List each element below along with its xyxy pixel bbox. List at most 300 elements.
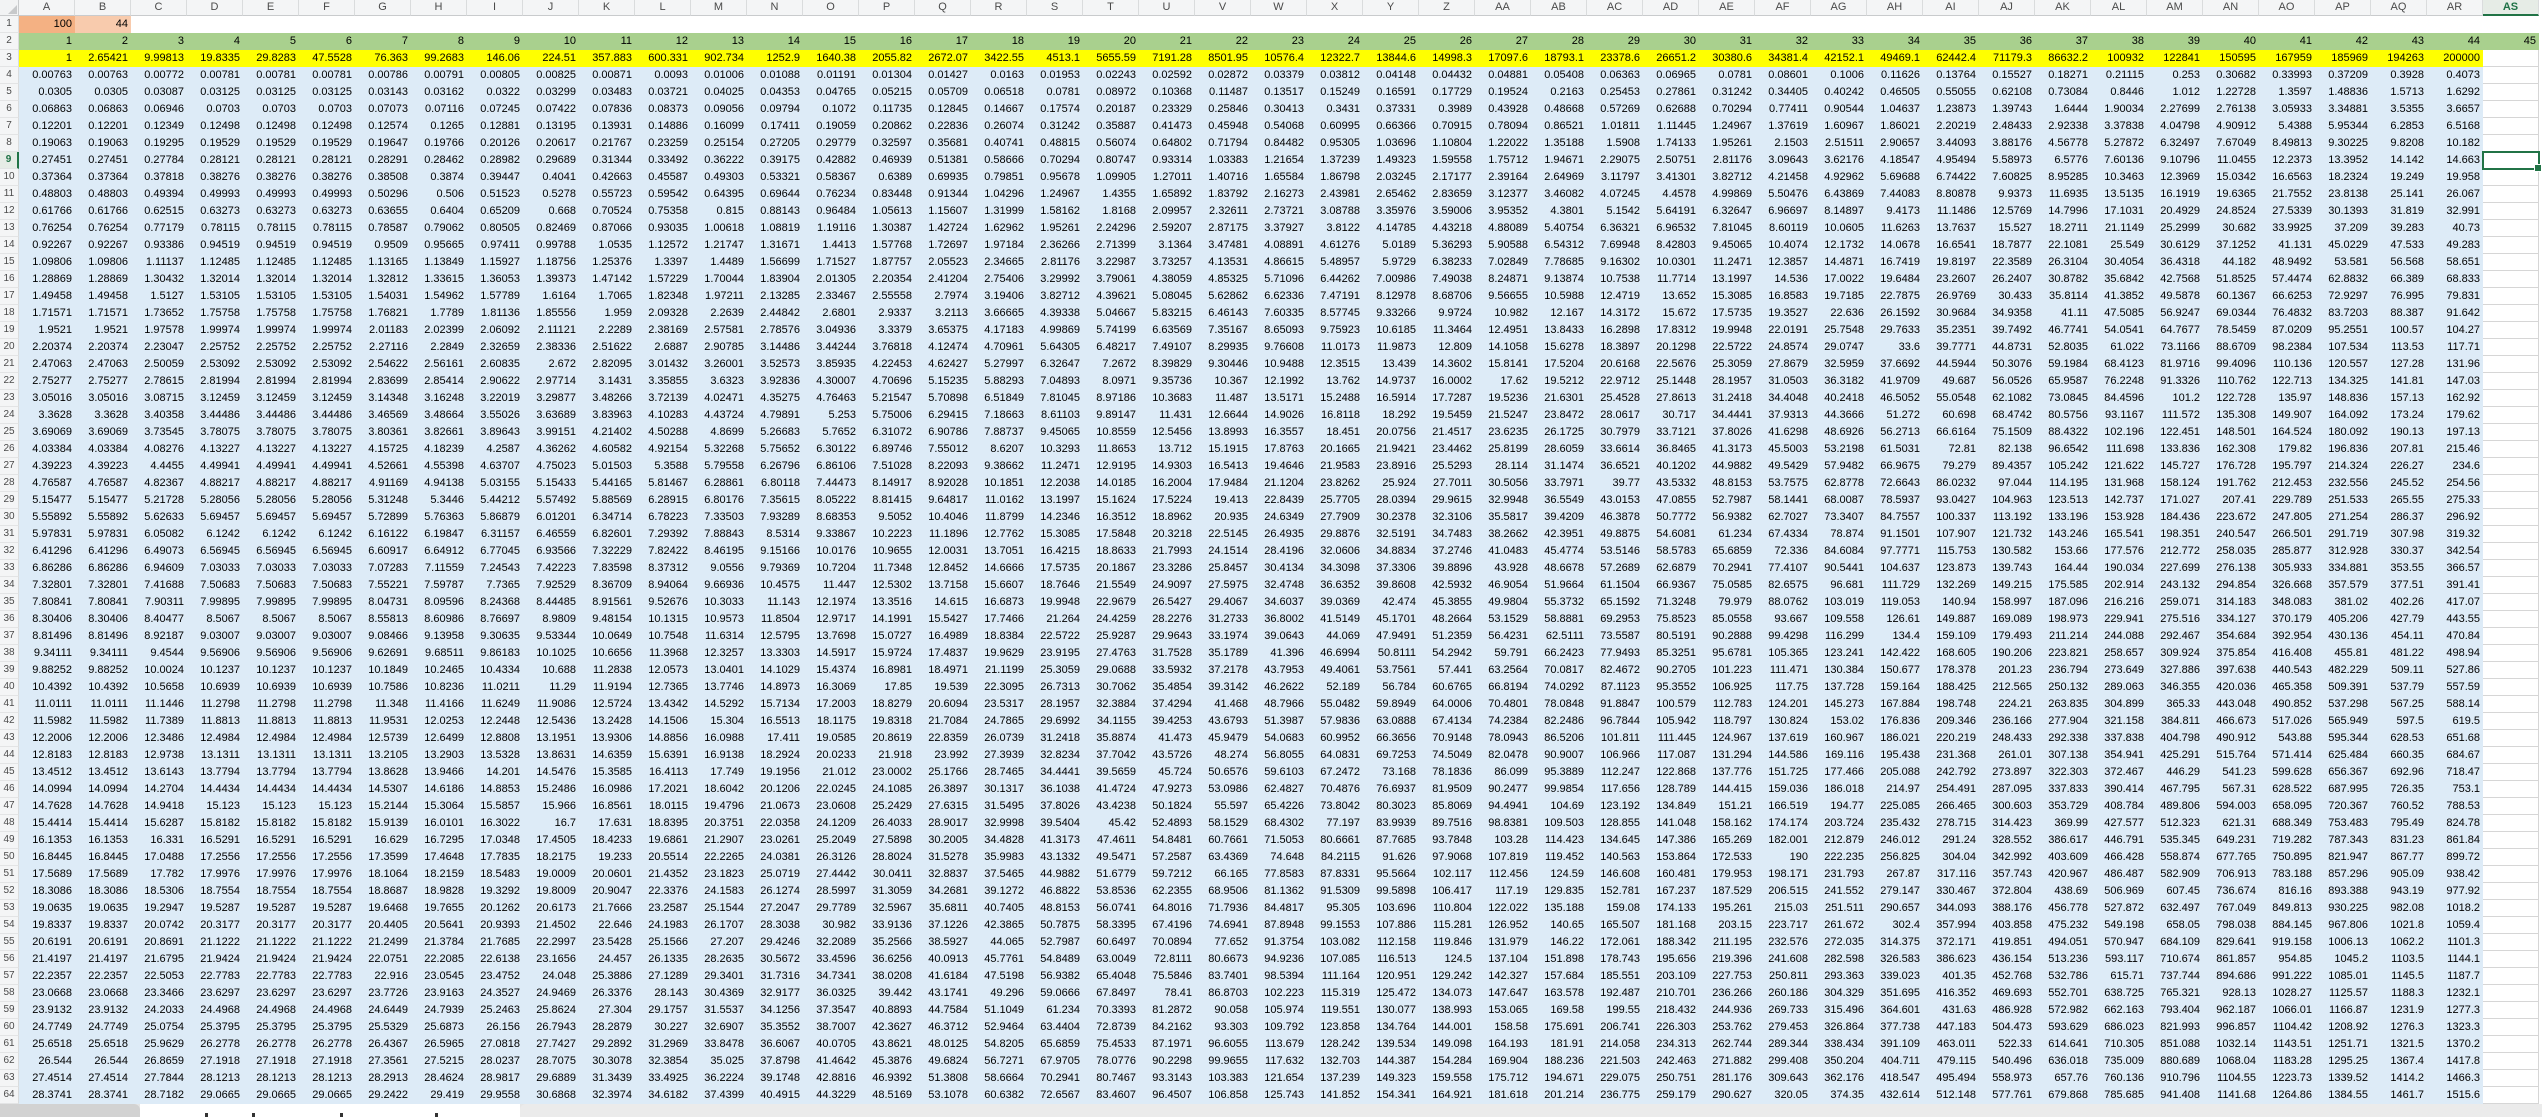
cell[interactable]: 19.5212 — [1531, 373, 1587, 390]
cell[interactable]: 1323.3 — [2427, 1019, 2483, 1036]
cell[interactable]: 9.48154 — [579, 611, 635, 628]
cell[interactable]: 124.59 — [1531, 866, 1587, 883]
cell[interactable]: 36.8002 — [1251, 611, 1307, 628]
cell[interactable]: 5.75006 — [859, 407, 915, 424]
cell[interactable]: 1.03383 — [1195, 152, 1251, 169]
row-header-23[interactable]: 23 — [0, 390, 19, 407]
cell[interactable]: 39.7771 — [1923, 339, 1979, 356]
cell[interactable]: 1.959 — [579, 305, 635, 322]
cell[interactable]: 9.45065 — [1699, 237, 1755, 254]
cell[interactable]: 68.9506 — [1195, 883, 1251, 900]
cell[interactable]: 7.7365 — [467, 577, 523, 594]
cell[interactable]: 20.1206 — [747, 781, 803, 798]
cell[interactable]: 212.772 — [2147, 543, 2203, 560]
cell[interactable]: 28.4196 — [1251, 543, 1307, 560]
cell[interactable]: 304.04 — [1923, 849, 1979, 866]
cell[interactable]: 48.0125 — [915, 1036, 971, 1053]
cell[interactable]: 899.72 — [2427, 849, 2483, 866]
cell[interactable]: 1.3397 — [635, 254, 691, 271]
cell[interactable]: 107.819 — [1475, 849, 1531, 866]
cell[interactable]: 16.8118 — [1307, 407, 1363, 424]
cell[interactable]: 187.096 — [2035, 594, 2091, 611]
cell[interactable]: 3.22987 — [1083, 254, 1139, 271]
cell[interactable]: 28.1213 — [299, 1070, 355, 1087]
cell[interactable]: 0.0163 — [971, 67, 1027, 84]
cell[interactable]: 490.912 — [2203, 730, 2259, 747]
cell[interactable]: 2.2849 — [411, 339, 467, 356]
cell[interactable]: 20.1262 — [467, 900, 523, 917]
cell[interactable]: 1125.57 — [2315, 985, 2371, 1002]
cell[interactable]: 1223.73 — [2259, 1070, 2315, 1087]
cell[interactable]: 32.5959 — [1811, 356, 1867, 373]
cell[interactable]: 7.18663 — [971, 407, 1027, 424]
cell[interactable]: 59.7212 — [1139, 866, 1195, 883]
cell[interactable]: 4.91169 — [355, 475, 411, 492]
cell[interactable]: 45.5003 — [1755, 441, 1811, 458]
cell[interactable]: 11.1486 — [1923, 203, 1979, 220]
cell[interactable]: 8.40477 — [131, 611, 187, 628]
cell[interactable]: 9.38662 — [971, 458, 1027, 475]
cell[interactable]: 4.88217 — [243, 475, 299, 492]
cell[interactable]: 7.11559 — [411, 560, 467, 577]
cell[interactable]: 1.6164 — [523, 288, 579, 305]
cell[interactable]: 28.1957 — [1027, 696, 1083, 713]
cell[interactable]: 88.387 — [2371, 305, 2427, 322]
cell[interactable]: 19.958 — [2427, 169, 2483, 186]
cell[interactable]: 607.45 — [2147, 883, 2203, 900]
cell[interactable]: 112.783 — [1699, 696, 1755, 713]
cell[interactable]: 1.012 — [2147, 84, 2203, 101]
cell[interactable]: 0.15527 — [1979, 67, 2035, 84]
cell[interactable]: 123.513 — [2035, 492, 2091, 509]
column-header-A[interactable]: A — [19, 0, 75, 16]
cell[interactable]: 6.54312 — [1531, 237, 1587, 254]
cell[interactable]: 32.3854 — [635, 1053, 691, 1070]
cell[interactable]: 6.74422 — [1923, 169, 1979, 186]
cell[interactable]: 16.5291 — [187, 832, 243, 849]
cell[interactable]: 9.08466 — [355, 628, 411, 645]
cell[interactable]: 15.9724 — [859, 645, 915, 662]
cell[interactable]: 49.8875 — [1587, 526, 1643, 543]
cell[interactable]: 0.70524 — [579, 203, 635, 220]
cell[interactable]: 29.9643 — [1139, 628, 1195, 645]
cell[interactable]: 1251.71 — [2315, 1036, 2371, 1053]
cell[interactable]: 12.2038 — [1027, 475, 1083, 492]
cell[interactable]: 122.868 — [1643, 764, 1699, 781]
cell[interactable]: 5.0189 — [1363, 237, 1419, 254]
cell[interactable]: 229.941 — [2091, 611, 2147, 628]
cell[interactable]: 0.33492 — [635, 152, 691, 169]
cell[interactable]: 0.70915 — [1419, 118, 1475, 135]
cell[interactable]: 692.96 — [2371, 764, 2427, 781]
cell[interactable]: 0.04765 — [803, 84, 859, 101]
cell[interactable]: 41.4642 — [803, 1053, 859, 1070]
cell[interactable]: 1.39743 — [1979, 101, 2035, 118]
cell[interactable]: 0.06518 — [971, 84, 1027, 101]
row-header-60[interactable]: 60 — [0, 1019, 19, 1036]
cell[interactable]: 19.5287 — [243, 900, 299, 917]
cell[interactable]: 5.64191 — [1643, 203, 1699, 220]
cell[interactable]: 2.23047 — [131, 339, 187, 356]
cell[interactable]: 0.12498 — [243, 118, 299, 135]
cell[interactable]: 12 — [635, 33, 691, 50]
cell[interactable]: 1.22022 — [1475, 135, 1531, 152]
cell[interactable]: 134.073 — [1419, 985, 1475, 1002]
cell[interactable] — [1867, 16, 1923, 33]
cell[interactable]: 24 — [1307, 33, 1363, 50]
cell[interactable]: 982.08 — [2371, 900, 2427, 917]
cell[interactable]: 103.383 — [1195, 1070, 1251, 1087]
cell[interactable]: 91.626 — [1363, 849, 1419, 866]
cell[interactable]: 39.1748 — [747, 1070, 803, 1087]
cell[interactable]: 31.2733 — [1195, 611, 1251, 628]
cell[interactable]: 397.638 — [2203, 662, 2259, 679]
cell[interactable]: 22.3095 — [971, 679, 1027, 696]
cell[interactable]: 39.3142 — [1195, 679, 1251, 696]
column-header-AS[interactable]: AS — [2483, 0, 2539, 16]
cell[interactable]: 243.132 — [2147, 577, 2203, 594]
cell[interactable]: 127.28 — [2371, 356, 2427, 373]
cell[interactable]: 100.57 — [2371, 322, 2427, 339]
cell[interactable]: 0.93035 — [635, 220, 691, 237]
cell[interactable]: 5.97831 — [19, 526, 75, 543]
cell[interactable]: 37.7042 — [1083, 747, 1139, 764]
cell[interactable]: 269.733 — [1755, 1002, 1811, 1019]
cell[interactable]: 11.9873 — [1363, 339, 1419, 356]
column-header-B[interactable]: B — [75, 0, 131, 16]
cell[interactable]: 8.24871 — [1475, 271, 1531, 288]
cell[interactable]: 9.4544 — [131, 645, 187, 662]
cell[interactable]: 30.2378 — [1363, 509, 1419, 526]
cell[interactable]: 6.60917 — [355, 543, 411, 560]
row-header-32[interactable]: 32 — [0, 543, 19, 560]
cell[interactable]: 60.6382 — [971, 1087, 1027, 1104]
cell[interactable]: 4.94138 — [411, 475, 467, 492]
cell[interactable]: 5.03155 — [467, 475, 523, 492]
cell[interactable]: 14.536 — [1755, 271, 1811, 288]
cell[interactable]: 0.38276 — [187, 169, 243, 186]
cell[interactable]: 0.6389 — [859, 169, 915, 186]
cell[interactable]: 1.81136 — [467, 305, 523, 322]
cell[interactable]: 2.27116 — [355, 339, 411, 356]
cell[interactable]: 0.06965 — [1643, 67, 1699, 84]
cell[interactable]: 22.2265 — [691, 849, 747, 866]
cell[interactable]: 107.907 — [1923, 526, 1979, 543]
cell[interactable]: 75.5846 — [1139, 968, 1195, 985]
cell[interactable]: 80.6673 — [1195, 951, 1251, 968]
cell[interactable]: 1.73652 — [131, 305, 187, 322]
cell[interactable]: 169.904 — [1475, 1053, 1531, 1070]
cell[interactable]: 292.338 — [2035, 730, 2091, 747]
cell[interactable]: 2.53092 — [243, 356, 299, 373]
cell[interactable]: 2.03245 — [1363, 169, 1419, 186]
cell[interactable]: 7.49107 — [1139, 339, 1195, 356]
cell[interactable]: 1640.38 — [803, 50, 859, 67]
cell[interactable]: 12.2006 — [19, 730, 75, 747]
cell[interactable]: 114.195 — [2035, 475, 2091, 492]
cell[interactable]: 0.46939 — [859, 152, 915, 169]
cell[interactable]: 18.4971 — [915, 662, 971, 679]
cell[interactable]: 57.9836 — [1307, 713, 1363, 730]
cell[interactable]: 87.7685 — [1363, 832, 1419, 849]
cell[interactable]: 41.396 — [1251, 645, 1307, 662]
cell[interactable]: 2.81176 — [1027, 254, 1083, 271]
cell[interactable]: 88.0762 — [1755, 594, 1811, 611]
cell[interactable]: 4.21402 — [579, 424, 635, 441]
cell[interactable]: 4.39223 — [19, 458, 75, 475]
cell[interactable]: 12.9195 — [1083, 458, 1139, 475]
cell[interactable]: 2.65462 — [1363, 186, 1419, 203]
cell[interactable]: 242.463 — [1643, 1053, 1699, 1070]
cell[interactable]: 72.336 — [1755, 543, 1811, 560]
column-header-AH[interactable]: AH — [1867, 0, 1923, 16]
cell[interactable]: 2.7974 — [915, 288, 971, 305]
cell[interactable]: 78.0848 — [1531, 696, 1587, 713]
cell[interactable]: 5.69457 — [243, 509, 299, 526]
cell[interactable]: 0.2163 — [1531, 84, 1587, 101]
cell[interactable]: 436.154 — [1979, 951, 2035, 968]
cell[interactable]: 80.5756 — [2035, 407, 2091, 424]
cell[interactable]: 115.319 — [1307, 985, 1363, 1002]
cell[interactable] — [355, 16, 411, 33]
column-header-U[interactable]: U — [1139, 0, 1195, 16]
cell[interactable]: 81.2872 — [1139, 1002, 1195, 1019]
cell[interactable]: 18.292 — [1363, 407, 1419, 424]
cell[interactable]: 205.088 — [1867, 764, 1923, 781]
cell[interactable]: 137.104 — [1475, 951, 1531, 968]
cell[interactable]: 16.5513 — [747, 713, 803, 730]
cell[interactable]: 42.7568 — [2147, 271, 2203, 288]
cell[interactable]: 418.547 — [1867, 1070, 1923, 1087]
cell[interactable]: 11.3968 — [635, 645, 691, 662]
cell[interactable]: 90.2477 — [1475, 781, 1531, 798]
cell[interactable]: 16.4113 — [635, 764, 691, 781]
cell[interactable]: 2.82095 — [579, 356, 635, 373]
cell[interactable]: 30.6868 — [523, 1087, 579, 1104]
cell[interactable]: 1.39373 — [523, 271, 579, 288]
cell[interactable]: 90.058 — [1195, 1002, 1251, 1019]
cell[interactable]: 19.5236 — [1475, 390, 1531, 407]
cell[interactable]: 30.4134 — [1251, 560, 1307, 577]
cell[interactable]: 19.8318 — [859, 713, 915, 730]
cell[interactable]: 8.57745 — [1307, 305, 1363, 322]
cell[interactable]: 106.858 — [1195, 1087, 1251, 1104]
cell[interactable]: 147.647 — [1475, 985, 1531, 1002]
cell[interactable]: 224.21 — [1979, 696, 2035, 713]
cell[interactable]: 0.22836 — [915, 118, 971, 135]
cell[interactable]: 3.89643 — [467, 424, 523, 441]
cell[interactable]: 48.6926 — [1811, 424, 1867, 441]
cell[interactable]: 150.677 — [1867, 662, 1923, 679]
cell[interactable]: 13.5171 — [1251, 390, 1307, 407]
cell[interactable]: 3.22019 — [467, 390, 523, 407]
cell[interactable]: 677.765 — [2203, 849, 2259, 866]
cell[interactable]: 1232.1 — [2427, 985, 2483, 1002]
cell[interactable]: 2.9337 — [859, 305, 915, 322]
cell[interactable]: 146.608 — [1587, 866, 1643, 883]
cell[interactable]: 0.94519 — [243, 237, 299, 254]
cell[interactable]: 5.253 — [803, 407, 859, 424]
cell[interactable]: 2.83699 — [355, 373, 411, 390]
cell[interactable]: 32.991 — [2427, 203, 2483, 220]
cell[interactable]: 40.4915 — [747, 1087, 803, 1104]
cell[interactable]: 10.0024 — [131, 662, 187, 679]
cell[interactable]: 509.391 — [2315, 679, 2371, 696]
cell[interactable]: 14.6359 — [579, 747, 635, 764]
cell[interactable]: 0.31344 — [579, 152, 635, 169]
cell[interactable]: 17.2556 — [187, 849, 243, 866]
cell[interactable]: 0.12498 — [187, 118, 243, 135]
cell[interactable]: 259.071 — [2147, 594, 2203, 611]
cell[interactable]: 3.12377 — [1475, 186, 1531, 203]
cell[interactable]: 4.43724 — [691, 407, 747, 424]
cell[interactable]: 23.1656 — [523, 951, 579, 968]
cell[interactable]: 3.34881 — [2315, 101, 2371, 118]
cell[interactable]: 2.59207 — [1139, 220, 1195, 237]
cell[interactable]: 6.62336 — [1251, 288, 1307, 305]
cell[interactable]: 5.26683 — [747, 424, 803, 441]
cell[interactable]: 35.2351 — [1923, 322, 1979, 339]
cell[interactable]: 15.1624 — [1083, 492, 1139, 509]
cell[interactable]: 13.7746 — [691, 679, 747, 696]
cell[interactable]: 179.82 — [2259, 441, 2315, 458]
cell[interactable]: 6.16122 — [355, 526, 411, 543]
column-header-AQ[interactable]: AQ — [2371, 0, 2427, 16]
row-header-40[interactable]: 40 — [0, 679, 19, 696]
cell[interactable]: 4.02471 — [691, 390, 747, 407]
cell[interactable]: 48.9492 — [2259, 254, 2315, 271]
cell[interactable]: 27.7427 — [523, 1036, 579, 1053]
cell[interactable]: 77.652 — [1195, 934, 1251, 951]
cell[interactable]: 0.59542 — [635, 186, 691, 203]
cell[interactable]: 78.0943 — [1475, 730, 1531, 747]
cell[interactable]: 211.214 — [2035, 628, 2091, 645]
cell[interactable]: 0.03721 — [635, 84, 691, 101]
cell[interactable]: 4.38059 — [1139, 271, 1195, 288]
cell[interactable]: 8.92187 — [131, 628, 187, 645]
cell[interactable]: 2.20374 — [75, 339, 131, 356]
cell[interactable]: 9.33867 — [803, 526, 859, 543]
cell[interactable]: 760.136 — [2091, 1070, 2147, 1087]
cell[interactable]: 26.3376 — [579, 985, 635, 1002]
cell[interactable]: 2.90622 — [467, 373, 523, 390]
cell[interactable]: 2.81994 — [299, 373, 355, 390]
cell[interactable]: 490.852 — [2259, 696, 2315, 713]
cell[interactable]: 30.8782 — [2035, 271, 2091, 288]
cell[interactable]: 65.4226 — [1251, 798, 1307, 815]
cell[interactable]: 17.7835 — [467, 849, 523, 866]
cell[interactable]: 29 — [1587, 33, 1643, 50]
cell[interactable]: 0.11626 — [1867, 67, 1923, 84]
cell[interactable]: 64.0006 — [1419, 696, 1475, 713]
cell[interactable]: 26.156 — [467, 1019, 523, 1036]
cell[interactable]: 14.4871 — [1811, 254, 1867, 271]
cell[interactable]: 4.39338 — [1027, 305, 1083, 322]
column-header-AD[interactable]: AD — [1643, 0, 1699, 16]
cell[interactable]: 10.1025 — [523, 645, 579, 662]
cell[interactable]: 33.4596 — [803, 951, 859, 968]
cell[interactable]: 190.206 — [1979, 645, 2035, 662]
cell[interactable]: 10.3033 — [691, 594, 747, 611]
cell[interactable]: 3.37927 — [1251, 220, 1307, 237]
cell[interactable]: 13.8628 — [355, 764, 411, 781]
cell[interactable]: 71.7936 — [1195, 900, 1251, 917]
cell[interactable]: 1.97578 — [131, 322, 187, 339]
cell[interactable]: 5.74199 — [1083, 322, 1139, 339]
cell[interactable]: 1.54031 — [355, 288, 411, 305]
cell[interactable]: 1.27011 — [1139, 169, 1195, 186]
cell[interactable]: 24.3527 — [467, 985, 523, 1002]
cell[interactable]: 194.77 — [1811, 798, 1867, 815]
cell[interactable]: 0.50296 — [355, 186, 411, 203]
cell[interactable]: 27.4442 — [803, 866, 859, 883]
cell[interactable]: 149.907 — [2259, 407, 2315, 424]
cell[interactable]: 54.0541 — [2091, 322, 2147, 339]
cell[interactable]: 1.4355 — [1083, 186, 1139, 203]
cell[interactable]: 13.0401 — [691, 662, 747, 679]
cell[interactable]: 3.69069 — [75, 424, 131, 441]
cell[interactable]: 346.355 — [2147, 679, 2203, 696]
row-header-21[interactable]: 21 — [0, 356, 19, 373]
cell[interactable]: 214.97 — [1867, 781, 1923, 798]
cell[interactable]: 100932 — [2091, 50, 2147, 67]
cell[interactable]: 57.9482 — [1811, 458, 1867, 475]
cell[interactable]: 25.924 — [1363, 475, 1419, 492]
cell[interactable]: 81.9509 — [1419, 781, 1475, 798]
cell[interactable]: 3.14348 — [355, 390, 411, 407]
cell[interactable]: 254.56 — [2427, 475, 2483, 492]
row-header-39[interactable]: 39 — [0, 662, 19, 679]
cell[interactable]: 37.2178 — [1195, 662, 1251, 679]
cell[interactable]: 27.4514 — [75, 1070, 131, 1087]
cell[interactable]: 104.27 — [2427, 322, 2483, 339]
cell[interactable]: 8.04731 — [355, 594, 411, 611]
cell[interactable]: 3.26001 — [691, 356, 747, 373]
cell[interactable]: 198.171 — [1755, 866, 1811, 883]
cell[interactable]: 25.2429 — [859, 798, 915, 815]
cell[interactable]: 25.3795 — [299, 1019, 355, 1036]
cell[interactable]: 0.28121 — [299, 152, 355, 169]
cell[interactable]: 35.9983 — [971, 849, 1027, 866]
cell[interactable]: 65.6859 — [1027, 1036, 1083, 1053]
cell[interactable]: 571.414 — [2259, 747, 2315, 764]
cell[interactable]: 12.6644 — [1195, 407, 1251, 424]
cell[interactable]: 17.0488 — [131, 849, 187, 866]
cell[interactable]: 10.3463 — [2091, 169, 2147, 186]
cell[interactable] — [2483, 237, 2539, 254]
cell[interactable]: 168.605 — [1923, 645, 1979, 662]
cell[interactable]: 17.2556 — [243, 849, 299, 866]
cell[interactable] — [2483, 118, 2539, 135]
cell[interactable]: 0.00871 — [579, 67, 635, 84]
cell[interactable]: 14.4434 — [299, 781, 355, 798]
cell[interactable]: 482.229 — [2315, 662, 2371, 679]
cell[interactable]: 6.86106 — [803, 458, 859, 475]
cell[interactable]: 93.7848 — [1419, 832, 1475, 849]
cell[interactable]: 1.47142 — [579, 271, 635, 288]
cell[interactable]: 79.279 — [1923, 458, 1979, 475]
cell[interactable]: 141.048 — [1643, 815, 1699, 832]
cell[interactable]: 11.2798 — [187, 696, 243, 713]
cell[interactable]: 0.23329 — [1139, 101, 1195, 118]
cell[interactable]: 1276.3 — [2371, 1019, 2427, 1036]
cell[interactable]: 0.14886 — [635, 118, 691, 135]
cell[interactable]: 348.083 — [2259, 594, 2315, 611]
cell[interactable]: 0.8446 — [2091, 84, 2147, 101]
cell[interactable]: 54.6081 — [1643, 526, 1699, 543]
cell[interactable]: 14.1991 — [859, 611, 915, 628]
cell[interactable]: 3.35855 — [635, 373, 691, 390]
